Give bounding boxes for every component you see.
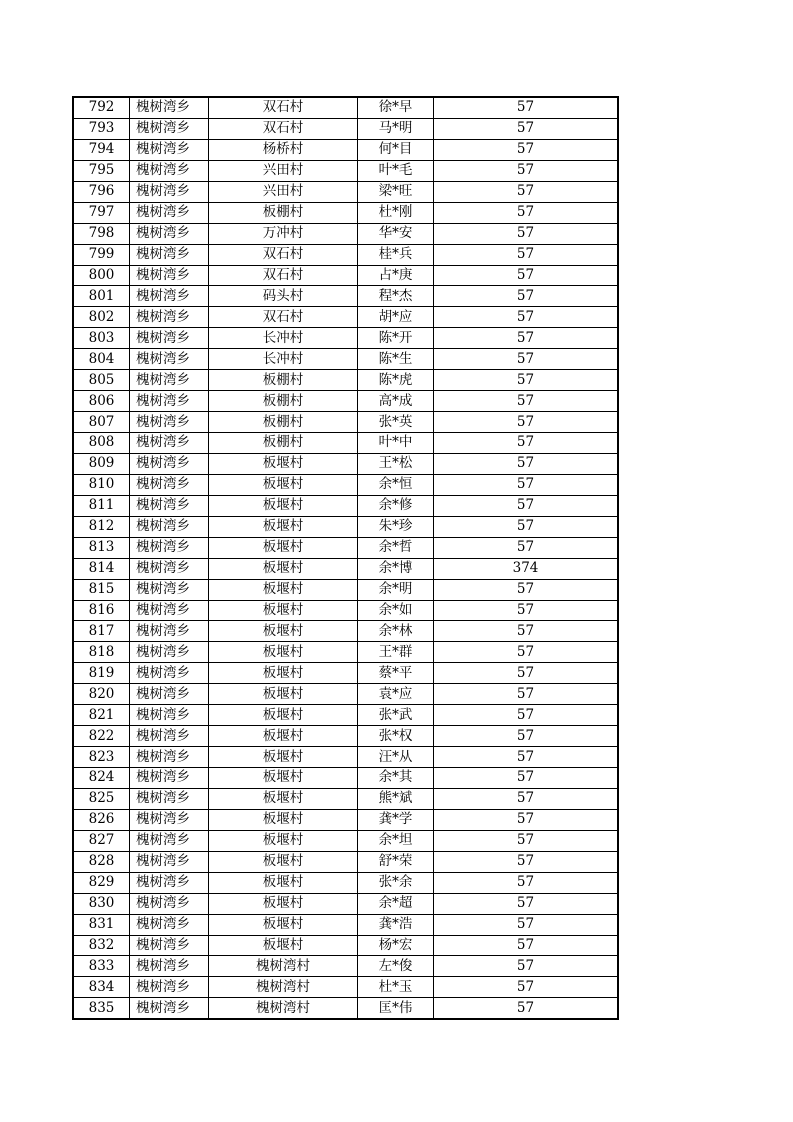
- township-cell: 槐树湾乡: [130, 788, 209, 809]
- table-row: [73, 768, 618, 789]
- amount-cell: 57: [434, 391, 619, 412]
- village-cell: 板堰村: [209, 558, 358, 579]
- amount-cell: 57: [434, 265, 619, 286]
- table-row: [73, 328, 618, 349]
- village-cell: 板堰村: [209, 495, 358, 516]
- amount-cell: 57: [434, 830, 619, 851]
- amount-cell: 57: [434, 726, 619, 747]
- township-cell: 槐树湾乡: [130, 495, 209, 516]
- amount-cell: 57: [434, 160, 619, 181]
- township-cell: 槐树湾乡: [130, 642, 209, 663]
- table-row: [73, 160, 618, 181]
- person-name-cell: 汪*从: [358, 747, 434, 768]
- township-cell: 槐树湾乡: [130, 998, 209, 1019]
- township-cell: 槐树湾乡: [130, 663, 209, 684]
- table-row: [73, 307, 618, 328]
- village-cell: 板堰村: [209, 684, 358, 705]
- table-row: [73, 139, 618, 160]
- person-name-cell: 余*坦: [358, 830, 434, 851]
- row-number-cell: 829: [73, 872, 130, 893]
- table-row: [73, 872, 618, 893]
- amount-cell: 57: [434, 495, 619, 516]
- village-cell: 板堰村: [209, 516, 358, 537]
- amount-cell: 57: [434, 851, 619, 872]
- person-name-cell: 陈*开: [358, 328, 434, 349]
- person-name-cell: 余*明: [358, 579, 434, 600]
- roster-table: [72, 96, 619, 1020]
- village-cell: 板堰村: [209, 663, 358, 684]
- row-number-cell: 827: [73, 830, 130, 851]
- row-number-cell: 806: [73, 391, 130, 412]
- township-cell: 槐树湾乡: [130, 453, 209, 474]
- person-name-cell: 程*杰: [358, 286, 434, 307]
- township-cell: 槐树湾乡: [130, 391, 209, 412]
- township-cell: 槐树湾乡: [130, 684, 209, 705]
- person-name-cell: 陈*生: [358, 349, 434, 370]
- village-cell: 板堰村: [209, 872, 358, 893]
- table-row: [73, 474, 618, 495]
- amount-cell: 57: [434, 474, 619, 495]
- village-cell: 码头村: [209, 286, 358, 307]
- amount-cell: 57: [434, 621, 619, 642]
- amount-cell: 57: [434, 579, 619, 600]
- village-cell: 板棚村: [209, 391, 358, 412]
- village-cell: 板棚村: [209, 433, 358, 454]
- table-row: [73, 286, 618, 307]
- table-row: [73, 684, 618, 705]
- roster-table-body: [73, 97, 618, 1019]
- table-row: [73, 223, 618, 244]
- township-cell: 槐树湾乡: [130, 914, 209, 935]
- amount-cell: 57: [434, 893, 619, 914]
- person-name-cell: 熊*斌: [358, 788, 434, 809]
- person-name-cell: 余*博: [358, 558, 434, 579]
- row-number-cell: 807: [73, 412, 130, 433]
- person-name-cell: 华*安: [358, 223, 434, 244]
- row-number-cell: 831: [73, 914, 130, 935]
- person-name-cell: 张*权: [358, 726, 434, 747]
- table-row: [73, 118, 618, 139]
- person-name-cell: 马*明: [358, 118, 434, 139]
- village-cell: 长冲村: [209, 328, 358, 349]
- row-number-cell: 808: [73, 433, 130, 454]
- amount-cell: 57: [434, 642, 619, 663]
- amount-cell: 57: [434, 97, 619, 118]
- row-number-cell: 819: [73, 663, 130, 684]
- amount-cell: 57: [434, 705, 619, 726]
- person-name-cell: 余*修: [358, 495, 434, 516]
- village-cell: 板堰村: [209, 788, 358, 809]
- table-row: [73, 537, 618, 558]
- amount-cell: 57: [434, 286, 619, 307]
- township-cell: 槐树湾乡: [130, 160, 209, 181]
- row-number-cell: 793: [73, 118, 130, 139]
- village-cell: 板堰村: [209, 474, 358, 495]
- township-cell: 槐树湾乡: [130, 181, 209, 202]
- township-cell: 槐树湾乡: [130, 768, 209, 789]
- row-number-cell: 792: [73, 97, 130, 118]
- table-row: [73, 809, 618, 830]
- township-cell: 槐树湾乡: [130, 956, 209, 977]
- person-name-cell: 张*英: [358, 412, 434, 433]
- person-name-cell: 左*俊: [358, 956, 434, 977]
- amount-cell: 57: [434, 516, 619, 537]
- person-name-cell: 匡*伟: [358, 998, 434, 1019]
- table-row: [73, 621, 618, 642]
- row-number-cell: 799: [73, 244, 130, 265]
- township-cell: 槐树湾乡: [130, 349, 209, 370]
- table-row: [73, 956, 618, 977]
- amount-cell: 57: [434, 202, 619, 223]
- amount-cell: 374: [434, 558, 619, 579]
- amount-cell: 57: [434, 747, 619, 768]
- table-row: [73, 788, 618, 809]
- row-number-cell: 811: [73, 495, 130, 516]
- person-name-cell: 袁*应: [358, 684, 434, 705]
- amount-cell: 57: [434, 118, 619, 139]
- table-row: [73, 851, 618, 872]
- township-cell: 槐树湾乡: [130, 118, 209, 139]
- village-cell: 板堰村: [209, 768, 358, 789]
- amount-cell: 57: [434, 537, 619, 558]
- person-name-cell: 杨*宏: [358, 935, 434, 956]
- row-number-cell: 833: [73, 956, 130, 977]
- row-number-cell: 830: [73, 893, 130, 914]
- amount-cell: 57: [434, 181, 619, 202]
- township-cell: 槐树湾乡: [130, 977, 209, 998]
- person-name-cell: 杜*刚: [358, 202, 434, 223]
- row-number-cell: 794: [73, 139, 130, 160]
- village-cell: 板堰村: [209, 453, 358, 474]
- township-cell: 槐树湾乡: [130, 328, 209, 349]
- table-row: [73, 935, 618, 956]
- table-row: [73, 642, 618, 663]
- village-cell: 槐树湾村: [209, 977, 358, 998]
- township-cell: 槐树湾乡: [130, 265, 209, 286]
- township-cell: 槐树湾乡: [130, 307, 209, 328]
- row-number-cell: 826: [73, 809, 130, 830]
- person-name-cell: 陈*虎: [358, 370, 434, 391]
- table-row: [73, 495, 618, 516]
- table-row: [73, 391, 618, 412]
- village-cell: 双石村: [209, 265, 358, 286]
- township-cell: 槐树湾乡: [130, 935, 209, 956]
- village-cell: 万冲村: [209, 223, 358, 244]
- table-row: [73, 914, 618, 935]
- row-number-cell: 801: [73, 286, 130, 307]
- row-number-cell: 809: [73, 453, 130, 474]
- village-cell: 兴田村: [209, 160, 358, 181]
- village-cell: 长冲村: [209, 349, 358, 370]
- person-name-cell: 王*群: [358, 642, 434, 663]
- amount-cell: 57: [434, 684, 619, 705]
- person-name-cell: 梁*旺: [358, 181, 434, 202]
- village-cell: 板堰村: [209, 537, 358, 558]
- person-name-cell: 杜*玉: [358, 977, 434, 998]
- table-row: [73, 558, 618, 579]
- person-name-cell: 余*如: [358, 600, 434, 621]
- amount-cell: 57: [434, 872, 619, 893]
- person-name-cell: 余*林: [358, 621, 434, 642]
- row-number-cell: 804: [73, 349, 130, 370]
- amount-cell: 57: [434, 412, 619, 433]
- amount-cell: 57: [434, 788, 619, 809]
- row-number-cell: 814: [73, 558, 130, 579]
- amount-cell: 57: [434, 768, 619, 789]
- amount-cell: 57: [434, 956, 619, 977]
- amount-cell: 57: [434, 370, 619, 391]
- township-cell: 槐树湾乡: [130, 851, 209, 872]
- village-cell: 板堰村: [209, 830, 358, 851]
- township-cell: 槐树湾乡: [130, 705, 209, 726]
- township-cell: 槐树湾乡: [130, 223, 209, 244]
- township-cell: 槐树湾乡: [130, 97, 209, 118]
- row-number-cell: 802: [73, 307, 130, 328]
- village-cell: 兴田村: [209, 181, 358, 202]
- person-name-cell: 何*目: [358, 139, 434, 160]
- village-cell: 板棚村: [209, 202, 358, 223]
- table-row: [73, 663, 618, 684]
- amount-cell: 57: [434, 935, 619, 956]
- village-cell: 双石村: [209, 118, 358, 139]
- township-cell: 槐树湾乡: [130, 433, 209, 454]
- person-name-cell: 龚*学: [358, 809, 434, 830]
- township-cell: 槐树湾乡: [130, 202, 209, 223]
- table-row: [73, 600, 618, 621]
- amount-cell: 57: [434, 328, 619, 349]
- village-cell: 板堰村: [209, 893, 358, 914]
- table-row: [73, 412, 618, 433]
- amount-cell: 57: [434, 977, 619, 998]
- village-cell: 板堰村: [209, 600, 358, 621]
- table-row: [73, 830, 618, 851]
- village-cell: 板堰村: [209, 809, 358, 830]
- table-row: [73, 181, 618, 202]
- township-cell: 槐树湾乡: [130, 600, 209, 621]
- amount-cell: 57: [434, 914, 619, 935]
- row-number-cell: 812: [73, 516, 130, 537]
- person-name-cell: 王*松: [358, 453, 434, 474]
- table-row: [73, 202, 618, 223]
- row-number-cell: 817: [73, 621, 130, 642]
- township-cell: 槐树湾乡: [130, 412, 209, 433]
- person-name-cell: 张*武: [358, 705, 434, 726]
- village-cell: 板堰村: [209, 747, 358, 768]
- amount-cell: 57: [434, 307, 619, 328]
- village-cell: 板堰村: [209, 642, 358, 663]
- table-row: [73, 998, 618, 1019]
- amount-cell: 57: [434, 244, 619, 265]
- row-number-cell: 828: [73, 851, 130, 872]
- village-cell: 双石村: [209, 307, 358, 328]
- amount-cell: 57: [434, 998, 619, 1019]
- row-number-cell: 824: [73, 768, 130, 789]
- person-name-cell: 蔡*平: [358, 663, 434, 684]
- table-row: [73, 977, 618, 998]
- township-cell: 槐树湾乡: [130, 809, 209, 830]
- village-cell: 槐树湾村: [209, 998, 358, 1019]
- amount-cell: 57: [434, 139, 619, 160]
- village-cell: 板堰村: [209, 579, 358, 600]
- person-name-cell: 张*余: [358, 872, 434, 893]
- row-number-cell: 796: [73, 181, 130, 202]
- row-number-cell: 810: [73, 474, 130, 495]
- table-row: [73, 265, 618, 286]
- row-number-cell: 820: [73, 684, 130, 705]
- village-cell: 板堰村: [209, 621, 358, 642]
- person-name-cell: 朱*珍: [358, 516, 434, 537]
- amount-cell: 57: [434, 349, 619, 370]
- amount-cell: 57: [434, 809, 619, 830]
- person-name-cell: 叶*毛: [358, 160, 434, 181]
- amount-cell: 57: [434, 663, 619, 684]
- row-number-cell: 816: [73, 600, 130, 621]
- village-cell: 板堰村: [209, 705, 358, 726]
- row-number-cell: 798: [73, 223, 130, 244]
- person-name-cell: 余*超: [358, 893, 434, 914]
- township-cell: 槐树湾乡: [130, 726, 209, 747]
- row-number-cell: 795: [73, 160, 130, 181]
- township-cell: 槐树湾乡: [130, 516, 209, 537]
- row-number-cell: 805: [73, 370, 130, 391]
- row-number-cell: 835: [73, 998, 130, 1019]
- table-row: [73, 579, 618, 600]
- village-cell: 双石村: [209, 97, 358, 118]
- township-cell: 槐树湾乡: [130, 893, 209, 914]
- village-cell: 板棚村: [209, 370, 358, 391]
- township-cell: 槐树湾乡: [130, 537, 209, 558]
- table-row: [73, 370, 618, 391]
- row-number-cell: 823: [73, 747, 130, 768]
- village-cell: 双石村: [209, 244, 358, 265]
- person-name-cell: 胡*应: [358, 307, 434, 328]
- row-number-cell: 818: [73, 642, 130, 663]
- row-number-cell: 825: [73, 788, 130, 809]
- row-number-cell: 834: [73, 977, 130, 998]
- row-number-cell: 800: [73, 265, 130, 286]
- village-cell: 板堰村: [209, 851, 358, 872]
- person-name-cell: 桂*兵: [358, 244, 434, 265]
- row-number-cell: 813: [73, 537, 130, 558]
- row-number-cell: 821: [73, 705, 130, 726]
- township-cell: 槐树湾乡: [130, 830, 209, 851]
- table-row: [73, 97, 618, 118]
- township-cell: 槐树湾乡: [130, 579, 209, 600]
- table-row: [73, 705, 618, 726]
- amount-cell: 57: [434, 433, 619, 454]
- person-name-cell: 叶*中: [358, 433, 434, 454]
- table-row: [73, 244, 618, 265]
- person-name-cell: 舒*荣: [358, 851, 434, 872]
- township-cell: 槐树湾乡: [130, 558, 209, 579]
- township-cell: 槐树湾乡: [130, 621, 209, 642]
- village-cell: 板堰村: [209, 935, 358, 956]
- township-cell: 槐树湾乡: [130, 139, 209, 160]
- table-row: [73, 516, 618, 537]
- row-number-cell: 822: [73, 726, 130, 747]
- village-cell: 板堰村: [209, 726, 358, 747]
- person-name-cell: 余*恒: [358, 474, 434, 495]
- township-cell: 槐树湾乡: [130, 747, 209, 768]
- township-cell: 槐树湾乡: [130, 872, 209, 893]
- row-number-cell: 815: [73, 579, 130, 600]
- table-row: [73, 433, 618, 454]
- row-number-cell: 803: [73, 328, 130, 349]
- amount-cell: 57: [434, 223, 619, 244]
- township-cell: 槐树湾乡: [130, 370, 209, 391]
- row-number-cell: 797: [73, 202, 130, 223]
- person-name-cell: 余*哲: [358, 537, 434, 558]
- table-row: [73, 726, 618, 747]
- person-name-cell: 余*其: [358, 768, 434, 789]
- township-cell: 槐树湾乡: [130, 244, 209, 265]
- person-name-cell: 高*成: [358, 391, 434, 412]
- village-cell: 槐树湾村: [209, 956, 358, 977]
- table-row: [73, 453, 618, 474]
- village-cell: 板堰村: [209, 914, 358, 935]
- person-name-cell: 龚*浩: [358, 914, 434, 935]
- person-name-cell: 占*庚: [358, 265, 434, 286]
- person-name-cell: 徐*早: [358, 97, 434, 118]
- village-cell: 板棚村: [209, 412, 358, 433]
- table-row: [73, 747, 618, 768]
- table-row: [73, 893, 618, 914]
- township-cell: 槐树湾乡: [130, 286, 209, 307]
- amount-cell: 57: [434, 453, 619, 474]
- township-cell: 槐树湾乡: [130, 474, 209, 495]
- amount-cell: 57: [434, 600, 619, 621]
- table-row: [73, 349, 618, 370]
- village-cell: 杨桥村: [209, 139, 358, 160]
- row-number-cell: 832: [73, 935, 130, 956]
